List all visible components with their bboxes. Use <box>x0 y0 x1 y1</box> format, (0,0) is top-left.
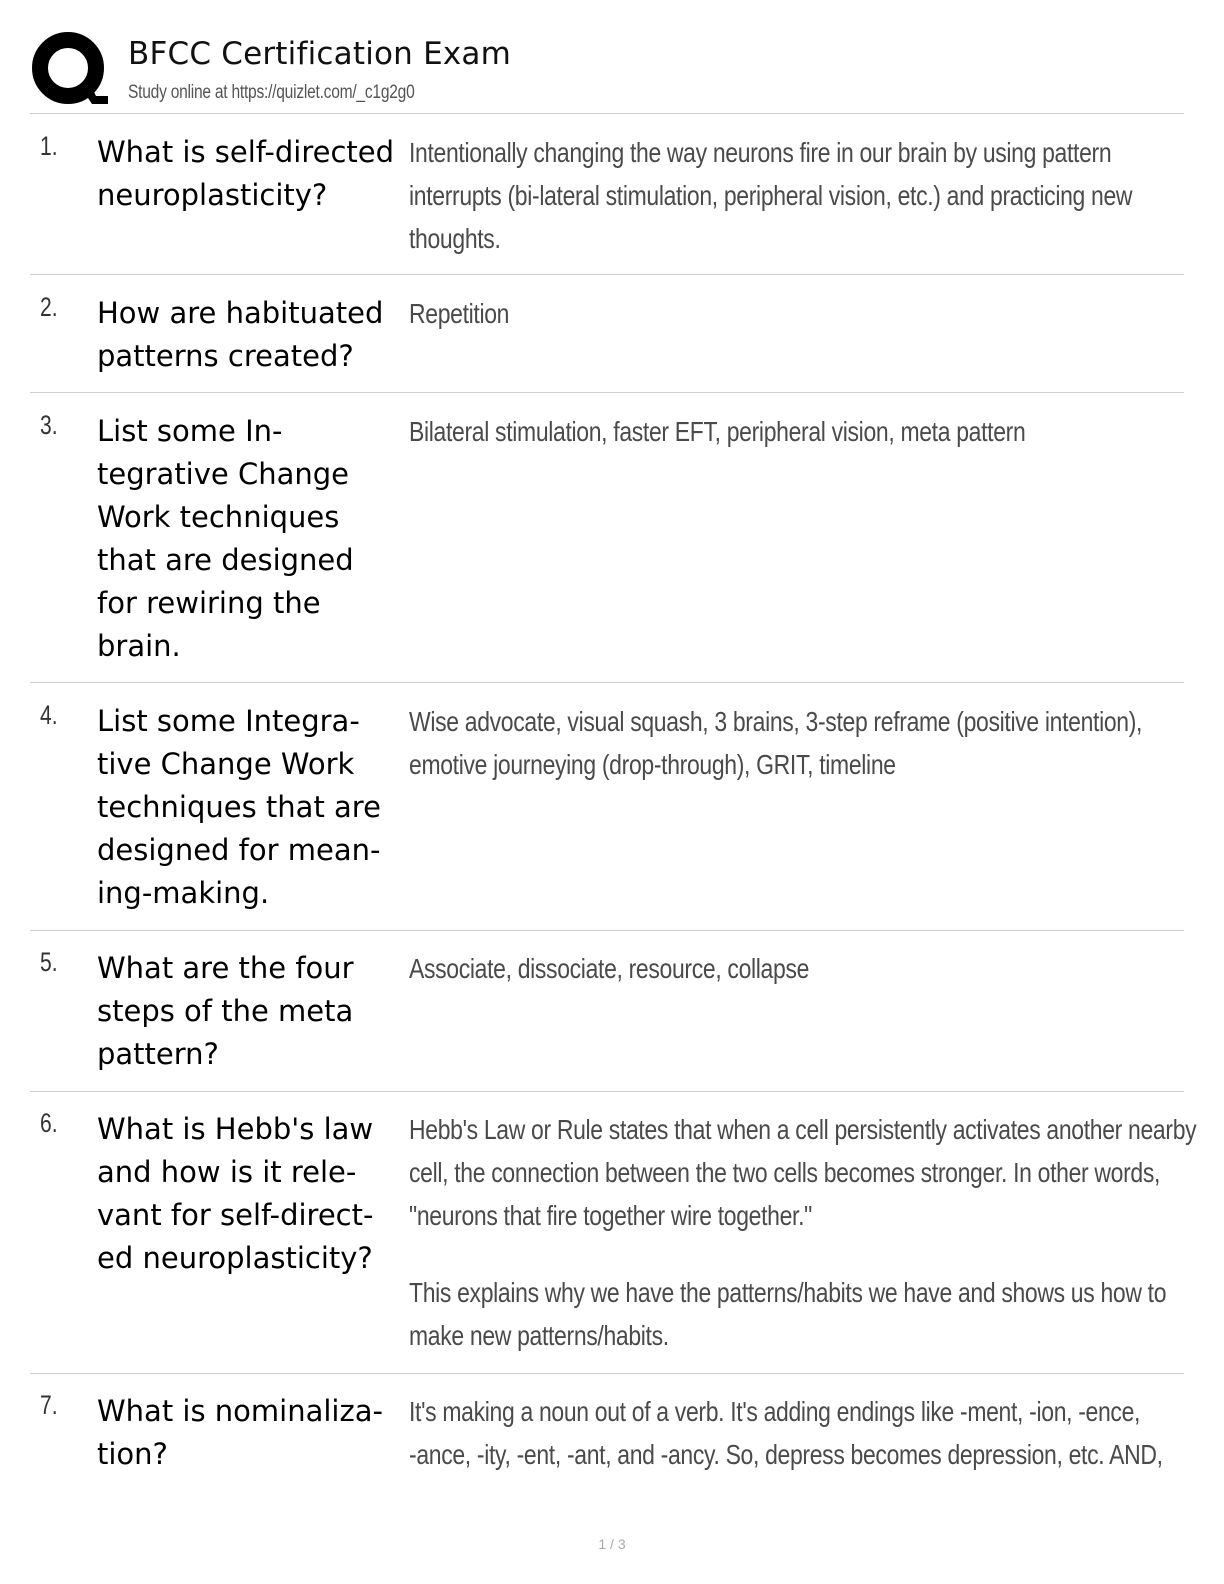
question-line: tegrative Change <box>97 457 349 491</box>
answer-line: Hebb's Law or Rule states that when a cell persistently activates another nearby <box>409 1114 1197 1145</box>
answer-line: "neurons that fire together wire together." <box>409 1200 812 1231</box>
document-title: BFCC Certification Exam <box>128 36 512 72</box>
answer-line: -ance, -ity, -ent, -ant, and -ancy. So, depress becomes depression, etc. AND, <box>409 1439 1163 1470</box>
answer-line: make new patterns/habits. <box>409 1320 669 1351</box>
question-line: tion? <box>97 1437 168 1471</box>
card-question <box>97 410 405 668</box>
card-number: 3. <box>40 410 58 440</box>
answer-paragraph <box>409 1108 1197 1237</box>
header-divider <box>30 113 1184 114</box>
question-line: ing-making. <box>97 876 270 910</box>
page-number: 1 / 3 <box>598 1536 626 1552</box>
question-line: What is self-directed <box>97 135 395 169</box>
card-question <box>97 1390 405 1476</box>
quizlet-q-logo-icon <box>30 30 110 110</box>
question-line: for rewiring the <box>97 586 321 620</box>
question-line: designed for mean- <box>97 833 381 867</box>
card-question <box>97 292 405 378</box>
card-answer <box>409 947 1172 990</box>
card-answer <box>409 410 1172 453</box>
answer-line: Wise advocate, visual squash, 3 brains, 3-step reframe (positive intention), <box>409 706 1143 737</box>
question-line: steps of the meta <box>97 994 354 1028</box>
card-number: 1. <box>40 131 58 161</box>
question-line: neuroplasticity? <box>97 178 328 212</box>
question-line: What are the four <box>97 951 354 985</box>
card-question <box>97 700 405 915</box>
question-line: patterns created? <box>97 339 354 373</box>
question-line: List some Integra- <box>97 704 360 738</box>
card-divider <box>30 930 1184 931</box>
answer-paragraph <box>409 1390 1172 1476</box>
card-question <box>97 1108 405 1280</box>
card-answer <box>409 700 1172 786</box>
answer-line: cell, the connection between the two cells becomes stronger. In other words, <box>409 1157 1161 1188</box>
question-line: What is Hebb's law <box>97 1112 374 1146</box>
card-divider <box>30 682 1184 683</box>
question-line: that are designed <box>97 543 354 577</box>
study-online-link[interactable]: Study online at https://quizlet.com/_c1g2g0 <box>128 82 415 103</box>
question-line: pattern? <box>97 1037 219 1071</box>
card-answer <box>409 292 1172 335</box>
answer-paragraph <box>409 1271 1172 1357</box>
card-number: 7. <box>40 1390 58 1420</box>
question-line: List some In- <box>97 414 283 448</box>
question-line: vant for self-direct- <box>97 1198 374 1232</box>
answer-line: thoughts. <box>409 223 501 254</box>
card-number: 2. <box>40 292 58 322</box>
answer-paragraph <box>409 410 1172 453</box>
question-line: tive Change Work <box>97 747 355 781</box>
answer-line: Intentionally changing the way neurons fire in our brain by using pattern <box>409 137 1112 168</box>
question-line: techniques that are <box>97 790 381 824</box>
question-line: How are habituated <box>97 296 384 330</box>
answer-line: Associate, dissociate, resource, collapse <box>409 953 810 984</box>
card-number: 4. <box>40 700 58 730</box>
answer-paragraph <box>409 292 1172 335</box>
card-question <box>97 947 405 1076</box>
question-line: What is nominaliza- <box>97 1394 383 1428</box>
answer-line: emotive journeying (drop-through), GRIT, timeline <box>409 749 896 780</box>
question-line: Work techniques <box>97 500 340 534</box>
answer-paragraph <box>409 131 1172 260</box>
card-answer <box>409 131 1172 260</box>
answer-paragraph <box>409 700 1172 786</box>
card-divider <box>30 392 1184 393</box>
card-answer <box>409 1108 1197 1357</box>
card-divider <box>30 1373 1184 1374</box>
card-question <box>97 131 405 217</box>
card-answer <box>409 1390 1172 1476</box>
question-line: and how is it rele- <box>97 1155 357 1189</box>
page-header <box>30 28 1184 114</box>
answer-paragraph <box>409 947 1172 990</box>
question-line: brain. <box>97 629 181 663</box>
card-divider <box>30 274 1184 275</box>
card-divider <box>30 1091 1184 1092</box>
card-number: 6. <box>40 1108 58 1138</box>
answer-line: It's making a noun out of a verb. It's adding endings like -ment, -ion, -ence, <box>409 1396 1141 1427</box>
answer-line: interrupts (bi-lateral stimulation, peripheral vision, etc.) and practicing new <box>409 180 1133 211</box>
card-number: 5. <box>40 947 58 977</box>
question-line: ed neuroplasticity? <box>97 1241 373 1275</box>
answer-line: This explains why we have the patterns/habits we have and shows us how to <box>409 1277 1167 1308</box>
answer-line: Bilateral stimulation, faster EFT, peripheral vision, meta pattern <box>409 416 1026 447</box>
answer-line: Repetition <box>409 298 510 329</box>
